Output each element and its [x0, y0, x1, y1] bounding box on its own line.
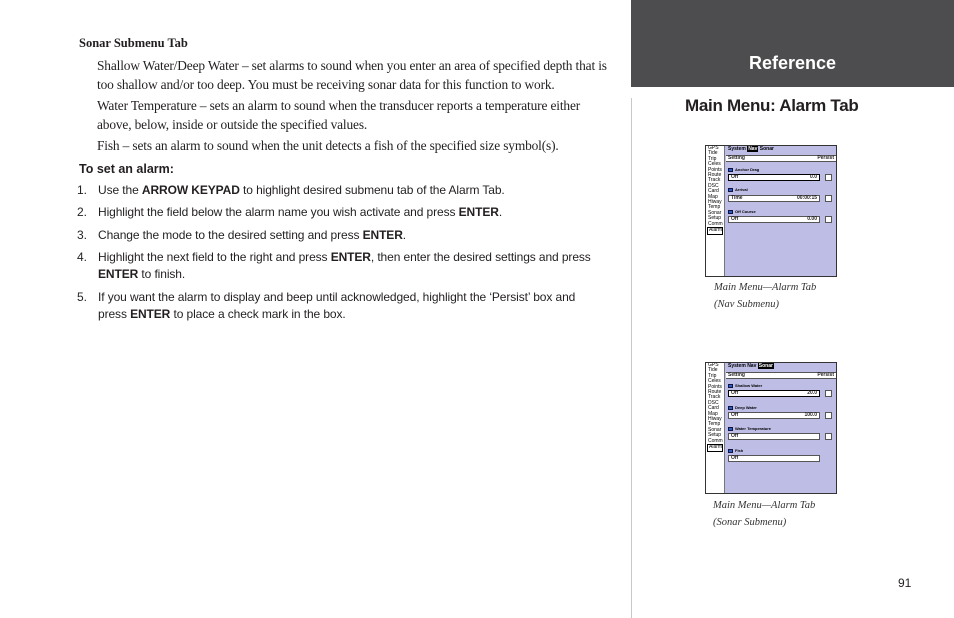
column-divider	[631, 98, 632, 618]
fish-icon	[728, 449, 733, 453]
sonar-submenu-screen	[705, 362, 837, 494]
reference-tab-label: Reference	[748, 53, 837, 73]
text-column	[79, 36, 609, 328]
deep-water-label: Deep Water	[728, 405, 757, 410]
nav-screen-caption: Main Menu—Alarm Tab (Nav Submenu)	[714, 282, 817, 310]
arrival-field: Time 00:00:15	[728, 195, 820, 202]
nav-submenu-screen	[705, 145, 837, 277]
deep-water-icon	[728, 406, 733, 410]
sonar-screen-caption: Main Menu—Alarm Tab (Sonar Submenu)	[713, 500, 816, 528]
screen-menu: GPS Tide Trip Celes Points Route Track DSC Card Map Hiway Temp Sonar Setup Comm Alarm	[706, 363, 725, 493]
step-3: 3. Change the mode to the desired setting and press ENTER.	[77, 227, 407, 242]
screen-submenu-tabs: System Nav Sonar	[728, 146, 774, 152]
shallow-water-persist-checkbox	[825, 390, 832, 397]
arrival-label: Arrival	[728, 187, 748, 192]
anchor-drag-label: Anchor Drag	[728, 167, 759, 172]
fish-field: Off	[728, 455, 820, 462]
off-course-icon	[728, 210, 733, 214]
page-number: 91	[898, 576, 912, 590]
paragraph-shallow-deep: Shallow Water/Deep Water – set alarms to sound when you enter an area of specified depth that is too shallow and/or too deep. You must be receiving sonar data for this function to work.	[97, 58, 607, 92]
paragraph-fish: Fish – sets an alarm to sound when the unit detects a fish of the specified size symbol(s).	[97, 138, 559, 153]
deep-water-field: Off 100.0	[728, 412, 820, 419]
page-title: Main Menu: Alarm Tab	[685, 96, 859, 115]
anchor-drag-persist-checkbox	[825, 174, 832, 181]
deep-water-persist-checkbox	[825, 412, 832, 419]
screen-menu: GPS Tide Trip Celes Points Route Track DSC Card Map Hiway Temp Sonar Setup Comm Alarm	[706, 146, 725, 276]
anchor-drag-field: Off 0.0	[728, 174, 820, 181]
steps-list	[77, 182, 607, 323]
shallow-water-label: Shallow Water	[728, 383, 762, 388]
step-1: 1. Use the ARROW KEYPAD to highlight desired submenu tab of the Alarm Tab.	[77, 182, 505, 197]
off-course-field: Off 0.00	[728, 216, 820, 223]
off-course-persist-checkbox	[825, 216, 832, 223]
screen-submenu-tabs: System Nav Sonar	[728, 363, 773, 369]
step-4: 4. Highlight the next field to the right and press ENTER, then enter the desired settings and press ENTER to finish.	[77, 250, 591, 281]
step-5: 5. If you want the alarm to display and beep until acknowledged, highlight the ‘Persist’ box and press ENTER to place a check mark in the box.	[77, 289, 576, 321]
screen-header: Setting Persist	[728, 372, 834, 378]
paragraph-water-temperature: Water Temperature – sets an alarm to sound when the transducer reports a temperature either above, below, inside or outside the specified values.	[97, 98, 581, 132]
arrival-icon	[728, 188, 733, 192]
reference-tab	[631, 0, 954, 87]
water-temperature-persist-checkbox	[825, 433, 832, 440]
off-course-label: Off Course	[728, 209, 756, 214]
screen-header: Setting Persist	[728, 155, 834, 161]
arrival-persist-checkbox	[825, 195, 832, 202]
water-temperature-field: Off	[728, 433, 820, 440]
anchor-icon	[728, 168, 733, 172]
fish-label: Fish	[728, 448, 743, 453]
step-2: 2. Highlight the field below the alarm name you wish activate and press ENTER.	[77, 205, 503, 219]
shallow-water-field: Off 20.0	[728, 390, 820, 397]
thermometer-icon	[728, 427, 733, 431]
procedure-heading: To set an alarm:	[79, 161, 174, 176]
section-heading: Sonar Submenu Tab	[79, 36, 188, 50]
shallow-water-icon	[728, 384, 733, 388]
water-temperature-label: Water Temperature	[728, 426, 771, 431]
